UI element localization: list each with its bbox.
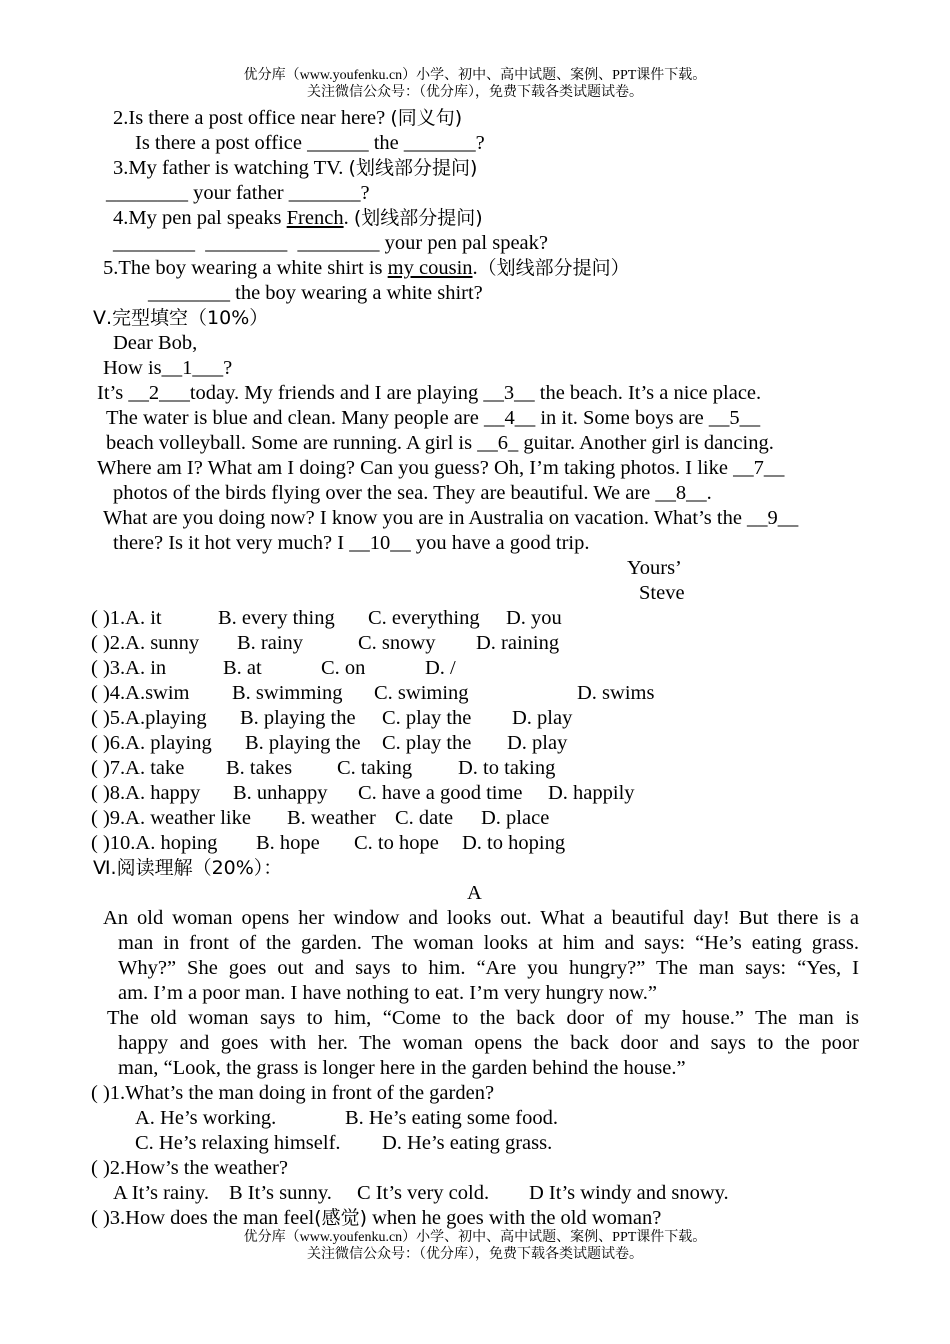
rewrite-q4-underlined: French <box>286 207 344 229</box>
reading-q1-options-ab: A. He’s working. B. He’s eating some food. <box>135 1107 558 1129</box>
rewrite-q4-note: (划线部分提问) <box>353 207 483 229</box>
rewrite-q5: 5.The boy wearing a white shirt is my cousin.（划线部分提问） <box>103 257 630 279</box>
cloze-option-row: ( )9.A. weather like B. weather C. date D. place <box>91 807 550 829</box>
cloze-option-row: ( )7.A. take B. takes C. taking D. to taking <box>91 757 556 779</box>
cloze-heading: Ⅴ.完型填空（10%） <box>93 307 269 329</box>
passage-line: happy and goes with her. The woman opens the back door and says to the poor <box>118 1032 859 1054</box>
reading-q3-stem: ( )3.How does the man feel(感觉) when he goes with the old woman? <box>91 1207 662 1229</box>
cloze-option-row: ( )1.A. it B. every thing C. everything D. you <box>91 607 562 629</box>
passage-title: A <box>467 882 482 904</box>
rewrite-q4: 4.My pen pal speaks French. (划线部分提问) <box>113 207 483 229</box>
reading-q2-options: A It’s rainy. B It’s sunny. C It’s very cold. D It’s windy and snowy. <box>113 1182 729 1204</box>
header-line-2: 关注微信公众号：（优分库），免费下载各类试题试卷。 <box>307 85 643 100</box>
letter-greeting: Dear Bob, <box>113 332 198 354</box>
letter-line: The water is blue and clean. Many people are __4__ in it. Some boys are __5__ <box>106 407 761 429</box>
rewrite-q2-answer: Is there a post office ______ the _______? <box>135 132 485 154</box>
passage-line: am. I’m a poor man. I have nothing to eat. I’m very hungry now.” <box>118 982 657 1004</box>
letter-line: What are you doing now? I know you are in Australia on vacation. What’s the __9__ <box>103 507 799 529</box>
passage-line: man in front of the garden. The woman looks at him and says: “He’s eating grass. <box>118 932 859 954</box>
cloze-option-row: ( )4.A.swim B. swimming C. swiming D. swims <box>91 682 655 704</box>
letter-line: there? Is it hot very much? I __10__ you have a good trip. <box>113 532 590 554</box>
cloze-option-row: ( )3.A. in B. at C. on D. / <box>91 657 456 679</box>
footer-line-2: 关注微信公众号：（优分库），免费下载各类试题试卷。 <box>307 1247 643 1262</box>
cloze-option-row: ( )2.A. sunny B. rainy C. snowy D. raining <box>91 632 560 654</box>
passage-line: man, “Look, the grass is longer here in the garden behind the house.” <box>118 1057 686 1079</box>
letter-line: beach volleyball. Some are running. A girl is __6_ guitar. Another girl is dancing. <box>106 432 774 454</box>
passage-line: The old woman says to him, “Come to the back door of my house.” The man is <box>107 1007 859 1029</box>
footer-line-1: 优分库（www.youfenku.cn）小学、初中、高中试题、案例、PPT课件下载。 <box>243 1230 707 1245</box>
reading-q1-options-cd: C. He’s relaxing himself. D. He’s eating grass. <box>135 1132 553 1154</box>
rewrite-q5-underlined: my cousin <box>387 257 473 279</box>
rewrite-q5-note: （划线部分提问） <box>477 257 630 279</box>
page-header <box>0 67 950 101</box>
letter-signature: Steve <box>639 582 685 604</box>
letter-line: Where am I? What am I doing? Can you guess? Oh, I’m taking photos. I like __7__ <box>97 457 785 479</box>
letter-closing: Yours’ <box>627 557 682 579</box>
cloze-option-row: ( )5.A.playing B. playing the C. play the D. play <box>91 707 573 729</box>
letter-line: How is__1___? <box>103 357 233 379</box>
rewrite-q4-answer: ________ ________ ________ your pen pal speak? <box>113 232 548 254</box>
cloze-option-row: ( )10.A. hoping B. hope C. to hope D. to hoping <box>91 832 566 854</box>
rewrite-q2: 2.Is there a post office near here? (同义句) <box>113 107 463 129</box>
cloze-option-row: ( )6.A. playing B. playing the C. play the D. play <box>91 732 568 754</box>
cloze-option-row: ( )8.A. happy B. unhappy C. have a good time D. happily <box>91 782 635 804</box>
letter-line: photos of the birds flying over the sea. They are beautiful. We are __8__. <box>113 482 712 504</box>
letter-line: It’s __2___today. My friends and I are playing __3__ the beach. It’s a nice place. <box>97 382 762 404</box>
passage-line: An old woman opens her window and looks out. What a beautiful day! But there is a <box>103 907 859 929</box>
reading-heading: Ⅵ.阅读理解（20%）： <box>93 857 283 879</box>
rewrite-q3-answer: ________ your father _______? <box>106 182 370 204</box>
rewrite-q5-answer: ________ the boy wearing a white shirt? <box>148 282 483 304</box>
reading-q2-stem: ( )2.How’s the weather? <box>91 1157 288 1179</box>
rewrite-q3-note: (划线部分提问) <box>348 157 478 179</box>
reading-q1-stem: ( )1.What’s the man doing in front of the garden? <box>91 1082 495 1104</box>
rewrite-q2-note: (同义句) <box>390 107 463 129</box>
header-line-1: 优分库（www.youfenku.cn）小学、初中、高中试题、案例、PPT课件下载。 <box>243 68 707 83</box>
page-footer <box>0 1229 950 1263</box>
rewrite-q3: 3.My father is watching TV. (划线部分提问) <box>113 157 478 179</box>
passage-line: Why?” She goes out and says to him. “Are you hungry?” The man says: “Yes, I <box>118 957 859 979</box>
